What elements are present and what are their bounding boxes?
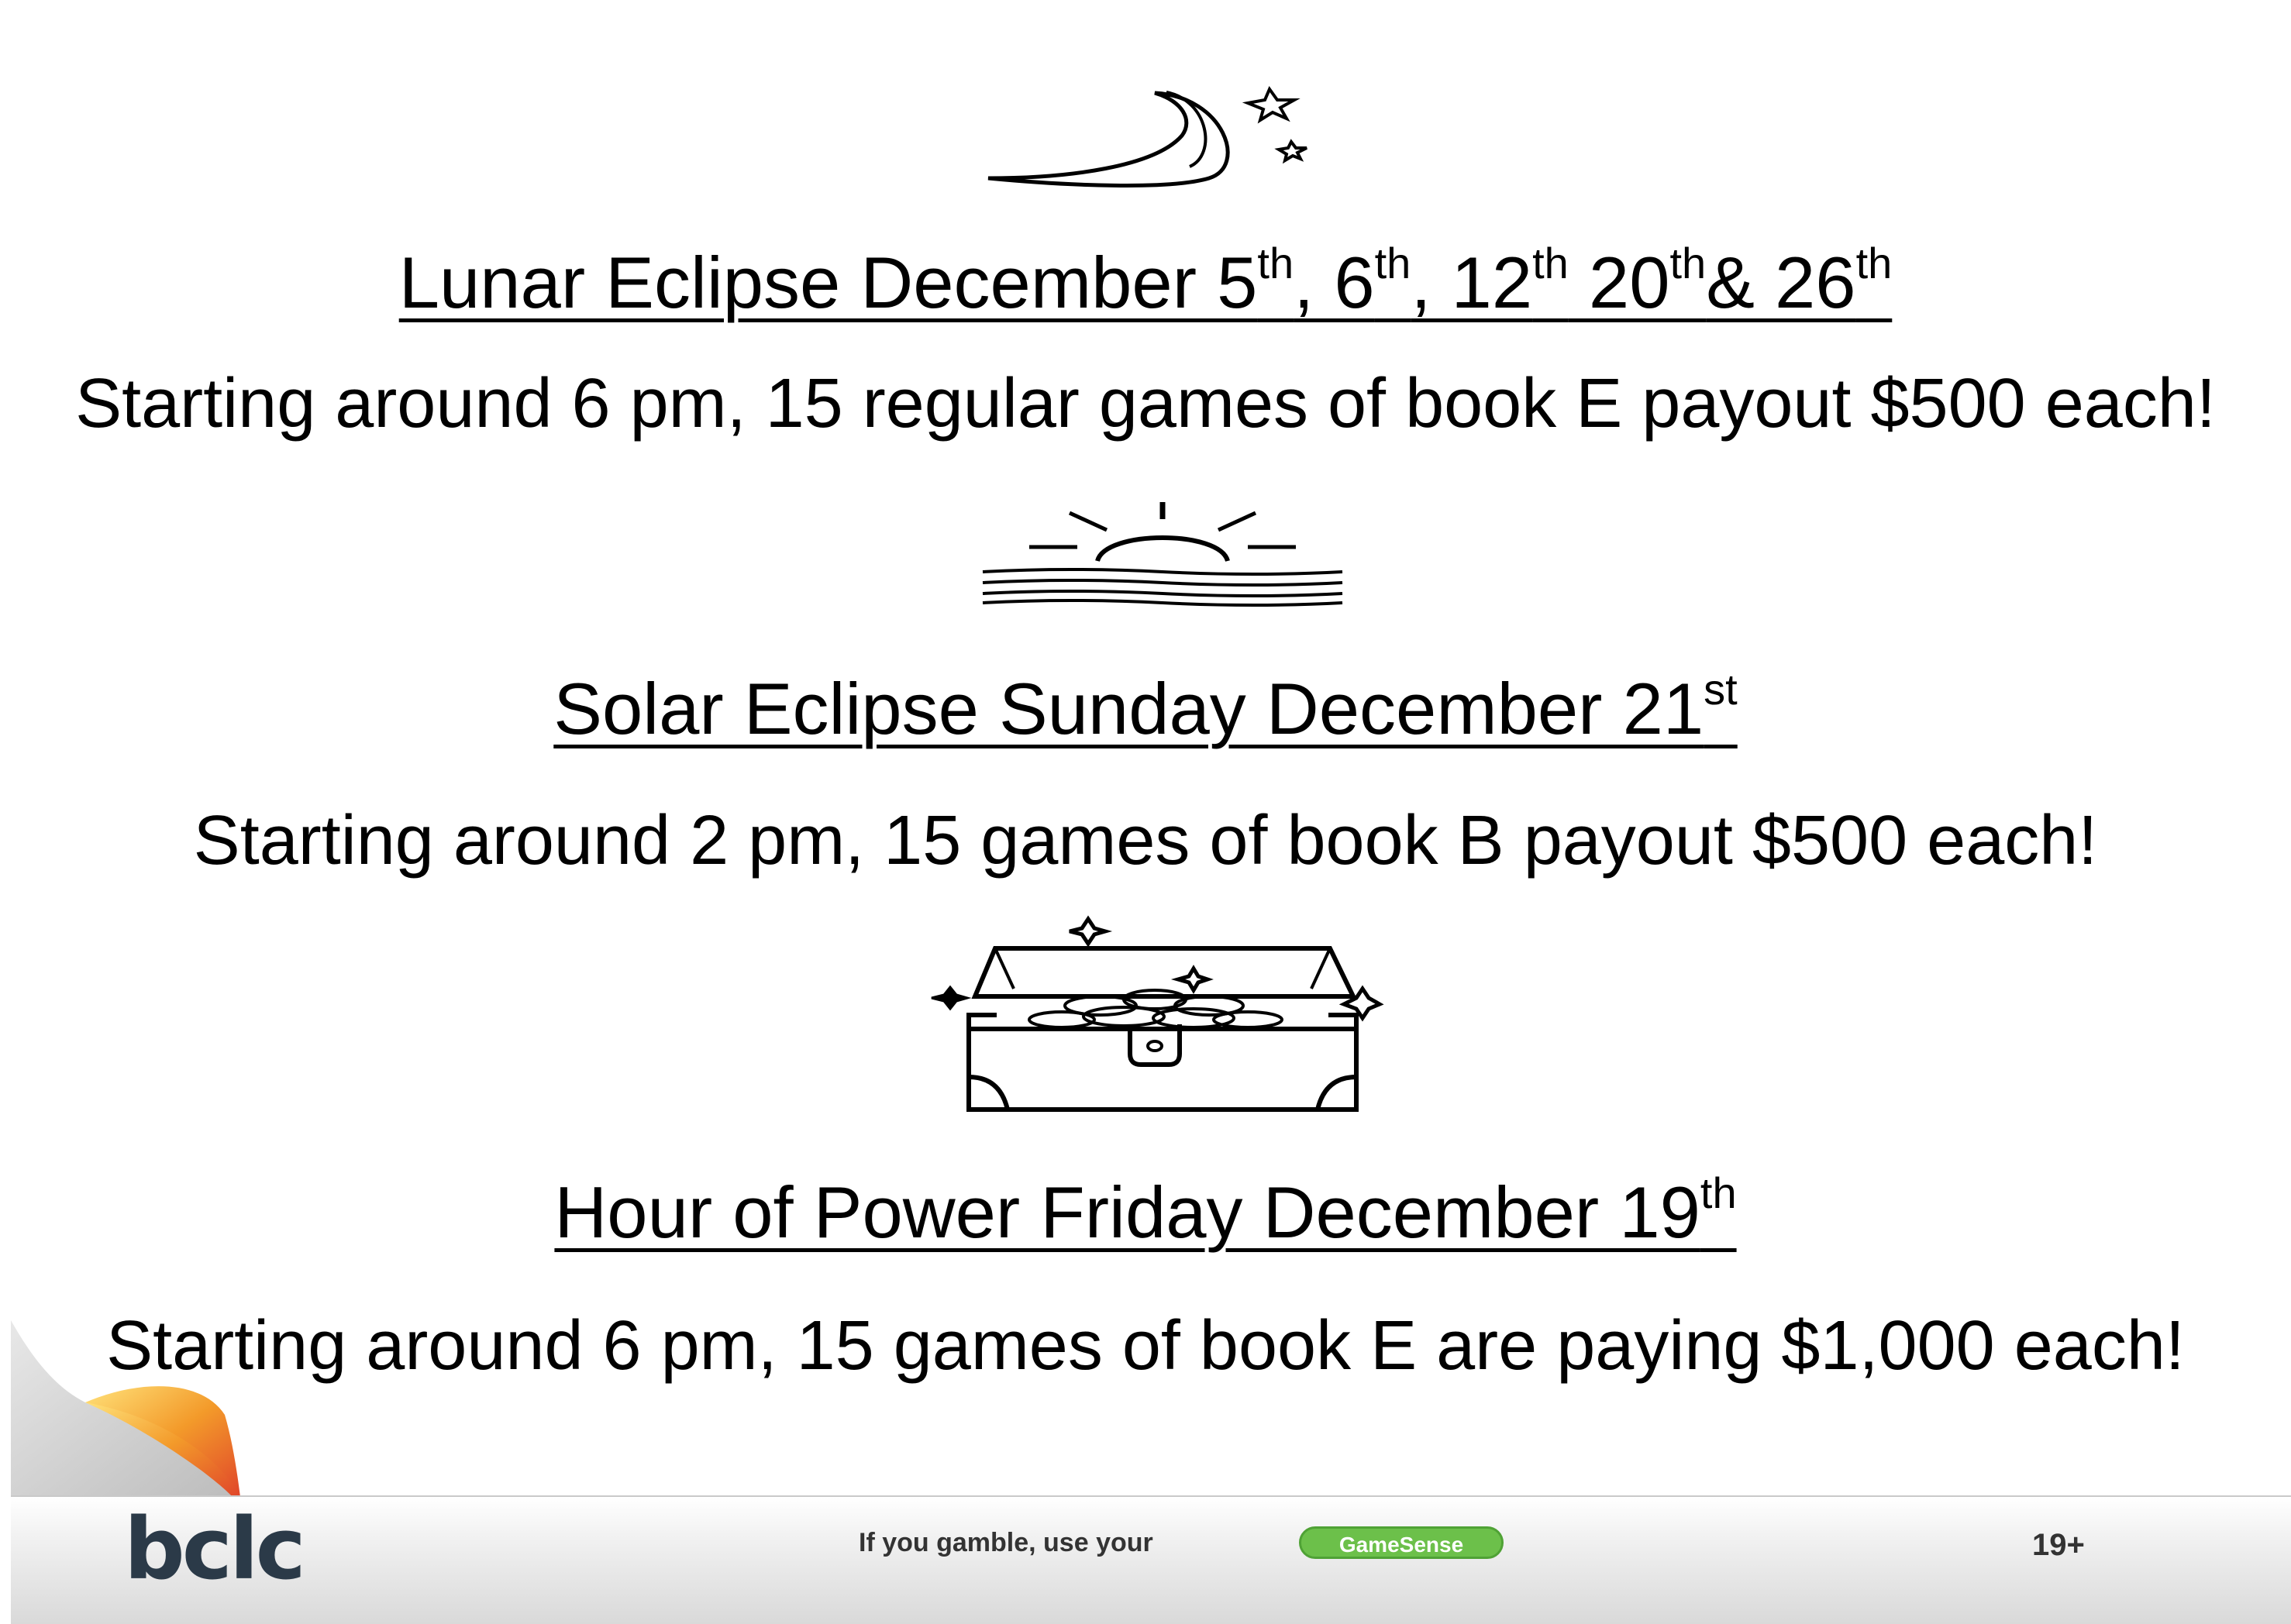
title-segment: , 6 [1294,242,1375,323]
title-segment: 20 [1568,242,1670,323]
ordinal-suffix: th [1855,239,1893,287]
event-description-hour-of-power: Starting around 6 pm, 15 games of book E are paying $1,000 each! [106,1307,2185,1385]
gamesense-badge: GameSense [1299,1526,1504,1559]
treasure-chest-icon [922,913,1387,1116]
title-segment: Hour of Power Friday December 19 [554,1172,1700,1253]
title-segment: , 12 [1411,242,1533,323]
footer-tagline: If you gamble, use your [859,1528,1153,1557]
event-title-lunar-eclipse [0,239,2291,323]
moon-stars-icon [977,81,1349,190]
sunset-icon [977,496,1349,612]
age-restriction: 19+ [2032,1528,2085,1562]
ordinal-suffix: th [1532,239,1569,287]
title-segment: & 26 [1706,242,1856,323]
ordinal-suffix: st [1704,665,1738,714]
title-segment: Lunar Eclipse December 5 [398,242,1258,323]
ordinal-suffix: th [1700,1168,1737,1217]
ordinal-suffix: th [1669,239,1707,287]
event-description-solar-eclipse: Starting around 2 pm, 15 games of book B payout $500 each! [193,802,2098,879]
title-segment: Solar Eclipse Sunday December 21 [553,668,1704,749]
event-title-text [554,1168,1737,1253]
event-title-solar-eclipse [0,665,2291,749]
bclc-logo: bclc [124,1499,303,1598]
event-title-text [553,665,1738,749]
ordinal-suffix: th [1374,239,1411,287]
page-curl-decoration [0,1317,248,1507]
event-title-hour-of-power [0,1168,2291,1253]
event-title-text [398,239,1893,323]
event-description-lunar-eclipse: Starting around 6 pm, 15 regular games of book E payout $500 each! [75,365,2216,442]
footer-bar [11,1495,2291,1624]
ordinal-suffix: th [1257,239,1294,287]
